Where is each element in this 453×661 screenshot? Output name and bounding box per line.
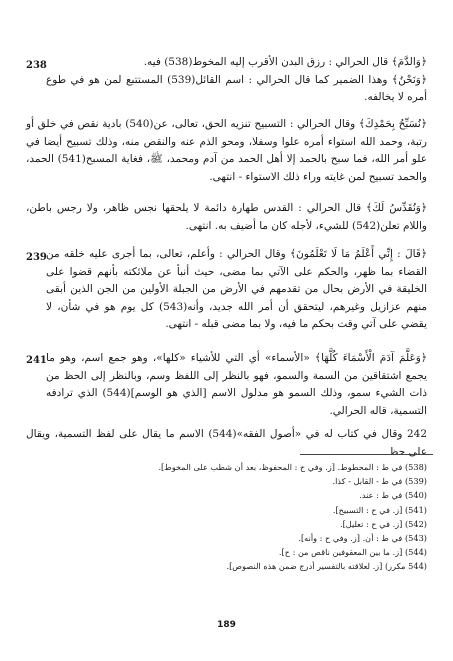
footnote: (543) في ط : أن. [ز. وفي ح : وأنه]. xyxy=(298,533,427,544)
paragraph-line: 242 وقال في كتاب له في «أصول الفقه»(544) الاسم ما يقال على لفظ التسمية، ويقال على حظ xyxy=(26,428,427,458)
footnote: (542) [ز. في ح : تعليل]. xyxy=(340,518,427,529)
paragraph-line: ﴿وَعَلَّمَ آدَمَ الْأَسْمَاءَ كُلَّهَا﴾ «الأسماء» أي التي للأشياء «كلها»، وهو جمع اسم، وهو ما يجمع اشتقاقين من السمة والسمو، فهو بالنظر إلى اللفظ وسم، وبالنظر إلى الحظ من ذات الشيء سمو، وذلك السمو هو مدلول الاسم [الذي هو الوسم](544) الذي ترادفه التسمية، قاله الحرالي. xyxy=(46,352,427,417)
entry-number: 241 xyxy=(26,355,47,366)
footnote: (544) [ز. ما بين المعقوفين ناقص من : ح]. xyxy=(278,547,427,558)
paragraph-line: ﴿نُسَبِّحُ بِحَمْدِكَ﴾ وقال الحرالي : التسبيح تنزيه الحق، تعالى، عن(540) بادية نقص في خلق أو رتبة، وحمد الله استواء أمره علوا وسفلا، ومحو الذم عنه والنقص منه، وذلك تسبيح أيضا في علو أمر الله، فما سبح بالحمد إلا أهل الحمد من آدم ومحمد، ﷺ، فغاية المسبح(541) الحمد، والحمد تسبيح لمن غايته وراء ذلك الاستواء - انتهى. xyxy=(26,118,428,183)
commentary-paragraph xyxy=(46,246,427,334)
commentary-paragraph xyxy=(46,350,427,420)
footnote: (544 مكرر) [ز. لعلاقته بالتفسير أدرج ضمن هذه النصوص]. xyxy=(226,561,427,572)
paragraph-line: ﴿وَنَحْنُ﴾ وهذا الضمير كما قال الحرالي : اسم القائل(539) المستتبع لمن هو في طوع أمره لا يخالفه. xyxy=(46,73,427,103)
commentary-paragraph xyxy=(26,200,427,235)
paragraph-line: ﴿وَنُقَدِّسُ لَكَ﴾ قال الحرالي : القدس طهارة دائمة لا يلحقها نجس ظاهر، ولا رجس باطن، واللام تعلن(542) للشيء، لأجله كان ما أضيف به. انتهى. xyxy=(26,202,427,232)
footnote: (538) في ط : المحطوط. [ز. وفي ح : المحفوظ، بعد أن شطب على المخوط]. xyxy=(158,462,427,472)
footnote: (540) في ط : عند. xyxy=(359,490,427,501)
page-number: 189 xyxy=(217,620,236,630)
footnote: (541) [ز. في ح : التسبيح]. xyxy=(332,504,427,515)
commentary-paragraph xyxy=(46,54,427,107)
paragraph-line: ﴿وَالدَّمَ﴾ قال الحرالي : رزق البدن الأقرب إليه المخوط(538) فيه. xyxy=(143,56,427,68)
footnote-separator xyxy=(300,454,433,455)
paragraph-line: ﴿قَالَ : إِنِّي أَعْلَمُ مَا لَا تَعْلَمُونَ﴾ وقال الحرالي : وأعلم، تعالى، بما أجرى عليه خلقه من القضاء بما ظهر، والحكم على الآتي بما مضى، حيث أنبأ عن ملائكته بأنهم قضوا على الخليقة في الأرض بحال من تقدمهم في الأرض من الجبلة الأولين من الجن الذين أبقى منهم عزازيل وغيرهم، ليتحقق أن أمر الله جديد، وأنه(543) كل يوم هو في شأن، لا يقضي على آتي وقت بحكم ما فيه، ولا بما مضى قبله - انتهى. xyxy=(46,248,427,330)
footnote: (539) في ط - القابل - كذا. xyxy=(332,476,427,487)
entry-number: 238 xyxy=(26,60,47,71)
entry-number: 239 xyxy=(26,252,47,263)
commentary-paragraph xyxy=(26,426,427,461)
footnotes xyxy=(40,460,427,574)
commentary-paragraph xyxy=(26,116,427,186)
